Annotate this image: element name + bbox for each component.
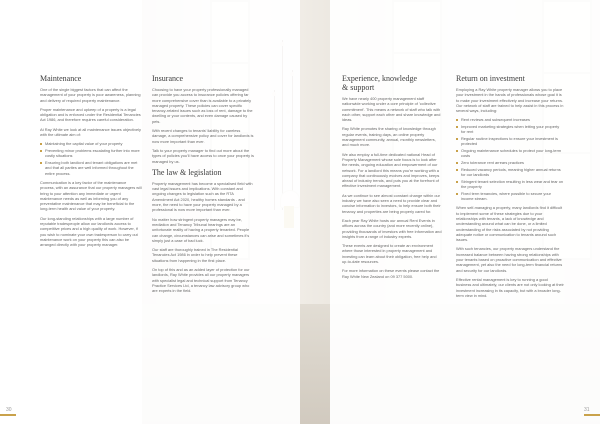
- return-section: [456, 74, 564, 302]
- maintenance-section: [40, 74, 142, 252]
- paragraph: Ray White promotes the sharing of knowledge through regular events, training days, an online property management community, annual, monthly newsletters, and much more.: [342, 126, 436, 148]
- paragraph: As we continue to see almost constant change within our industry we have also seen a need to provide clear and concise information to investors, to help ensure both their tenancy and properties are being properly cared for.: [342, 192, 441, 214]
- experience-section: [342, 74, 442, 283]
- paragraph: Choosing to have your property professionally managed can provide you access to insurance policies offering far more comprehensive cover than is available to a privately managed property. These policies can cover specific tenancy-related issues such as loss of rent, damage to the dwelling or your contents, and even damage caused by pets.: [152, 87, 253, 124]
- paragraph: Employing a Ray White property manager allows you to place your investment in the hands of professionals whose goal it is to make your investment effectively and increase your returns. Our network of staff are trained to help assist in this process in several ways, including:: [456, 87, 564, 114]
- experience-heading: [342, 74, 442, 92]
- paragraph: With recent changes to tenants' liability for careless damage, a comprehensive policy and cover for landlords is now more important than ever.: [152, 128, 254, 144]
- bullet-item: Maintaining the capital value of your property: [40, 141, 142, 146]
- paragraph: We have nearly 400 property management staff nationwide working under a core principle of 'collective commitment'. This means a network of staff who talk with each other, support each other and share knowledge and ideas.: [342, 96, 441, 123]
- paragraph: Our staff are thoroughly trained in The Residential Tenancies Act 1986 in order to help prevent these situations from happening in the first place.: [152, 247, 238, 263]
- bullet-item: Ensuring both landlord and tenant obligations are met and that all parties are well informed throughout the entire process.: [40, 160, 142, 176]
- insurance-heading: Insurance: [152, 74, 184, 83]
- law-heading: The law & legislation: [152, 167, 222, 177]
- accent-bar-left: [0, 414, 16, 416]
- maintenance-bullets: [40, 141, 142, 176]
- accent-bar-right: [584, 414, 600, 416]
- experience-heading-line1: Experience, knowledge: [342, 74, 418, 83]
- bullet-item: Regular routine inspections to ensure your investment is protected: [456, 136, 564, 147]
- page-number-left: 30: [6, 407, 12, 413]
- maintenance-heading: Maintenance: [40, 74, 82, 83]
- paragraph: Property management has become a specialised field with vast legal issues and implications. With constant and ongoing changes to legislation such as the RTA Amendment Act 2020, healthy homes standards - and more, the need to have your property managed by a professional is now more important than ever.: [152, 180, 253, 213]
- bullet-item: Rent reviews and subsequent increases: [456, 117, 564, 122]
- paragraph: For more information on these events please contact the Ray White New Zealand on 09 377 5000.: [342, 268, 440, 279]
- paragraph: Talk to your property manager to find out more about the types of policies you'll have access to once your property is managed by us.: [152, 147, 254, 164]
- bullet-item: Preventing minor problems escalating further into more costly situations: [40, 148, 142, 159]
- bullet-item: Stringent tenant selection resulting in less wear and tear on the property: [456, 179, 564, 190]
- paragraph: We also employ a full-time dedicated national Head of Property Management whose sole focus is to look after the needs, ongoing education and empowerment of our network. For a landlord this means you're working with a company that continuously evolves and improves, keeps ahead of industry trends, and puts you at the forefront of effective investment management.: [342, 151, 440, 189]
- bullet-item: Zero tolerance rent arrears practices: [456, 160, 564, 165]
- page-number-right: 31: [584, 407, 590, 413]
- insurance-law-section: [152, 74, 254, 298]
- paragraph: These events are designed to create an environment where those interested in property management and investing can learn about their obligation, free help and up-to-date resources.: [342, 243, 437, 265]
- bullet-item: Fixed term tenancies, where possible to secure your income stream.: [456, 191, 564, 202]
- paragraph: Communication is a key factor of the maintenance process, with an assurance that our property managers will bring to your attention any immediate or urgent maintenance needs as well as informing you of any preventative maintenance that may be beneficial to the long-term health and value of your property.: [40, 179, 142, 212]
- bullet-item: Improved marketing strategies when letting your property for rent: [456, 124, 564, 135]
- paragraph: One of the single biggest factors that can affect the management of your property is poor awareness, planning and delivery of required property maintenance.: [40, 87, 141, 103]
- paragraph: When self-managing a property, many landlords find it difficult to implement some of these strategies due to your relationships with tenants, a lack of knowledge and understanding around what can be done, or a limited understanding of the risks associated by not providing adequate notice or communication to tenants around such issues.: [456, 205, 563, 243]
- paragraph: No matter how stringent property managers may be, mediation and Tenancy Tribunal hearings are an unfortunate reality of having a property tenanted. People can change, circumstances can arise and sometimes it's simply just a case of bad luck.: [152, 216, 250, 243]
- bullet-item: Reduced vacancy periods, meaning higher annual returns for our landlords: [456, 167, 564, 178]
- paragraph: Proper maintenance and upkeep of a property is a legal obligation and is enforced under the Residential Tenancies Act 1986, and therefore requires careful consideration.: [40, 106, 141, 123]
- experience-heading-line2: & support: [342, 83, 375, 92]
- paragraph: Each year Ray White hosts our annual Rent Events in offices across the country (and more recently online), providing thousands of investors with free information and insights from a range of industry experts.: [342, 217, 442, 239]
- paragraph: Our long-standing relationships with a large number of reputable tradespeople allow our landlords access to competitive prices and a high quality of work. However, if you wish to nominate your own tradesperson to carry out maintenance work on your property this can also be arranged directly with your property manager.: [40, 215, 138, 248]
- paragraph: At Ray White we look at all maintenance issues objectively with the ultimate aim of:: [40, 126, 141, 138]
- paragraph: With such tenancies, our property managers understand the increased balance between having strong relationships with your tenants based on proactive communication and effective management, yet also the need for long-term financial returns and security for our landlords.: [456, 246, 563, 273]
- bullet-item: Ongoing maintenance schedules to protect your long-term costs: [456, 148, 564, 159]
- paragraph: Effective rental management is key to running a good business and ultimately, our clients are not only looking at their investment increasing in its capacity, but with a broader long-term view in mind.: [456, 276, 564, 298]
- return-bullets: [456, 117, 564, 201]
- return-heading: Return on investment: [456, 74, 525, 83]
- paragraph: On top of this and as an added layer of protection for our landlords, Ray White provides all our property managers with specialist legal and technical support from Tenancy Practice Services Ltd, a tenancy law advisory group who are experts in the field.: [152, 267, 250, 294]
